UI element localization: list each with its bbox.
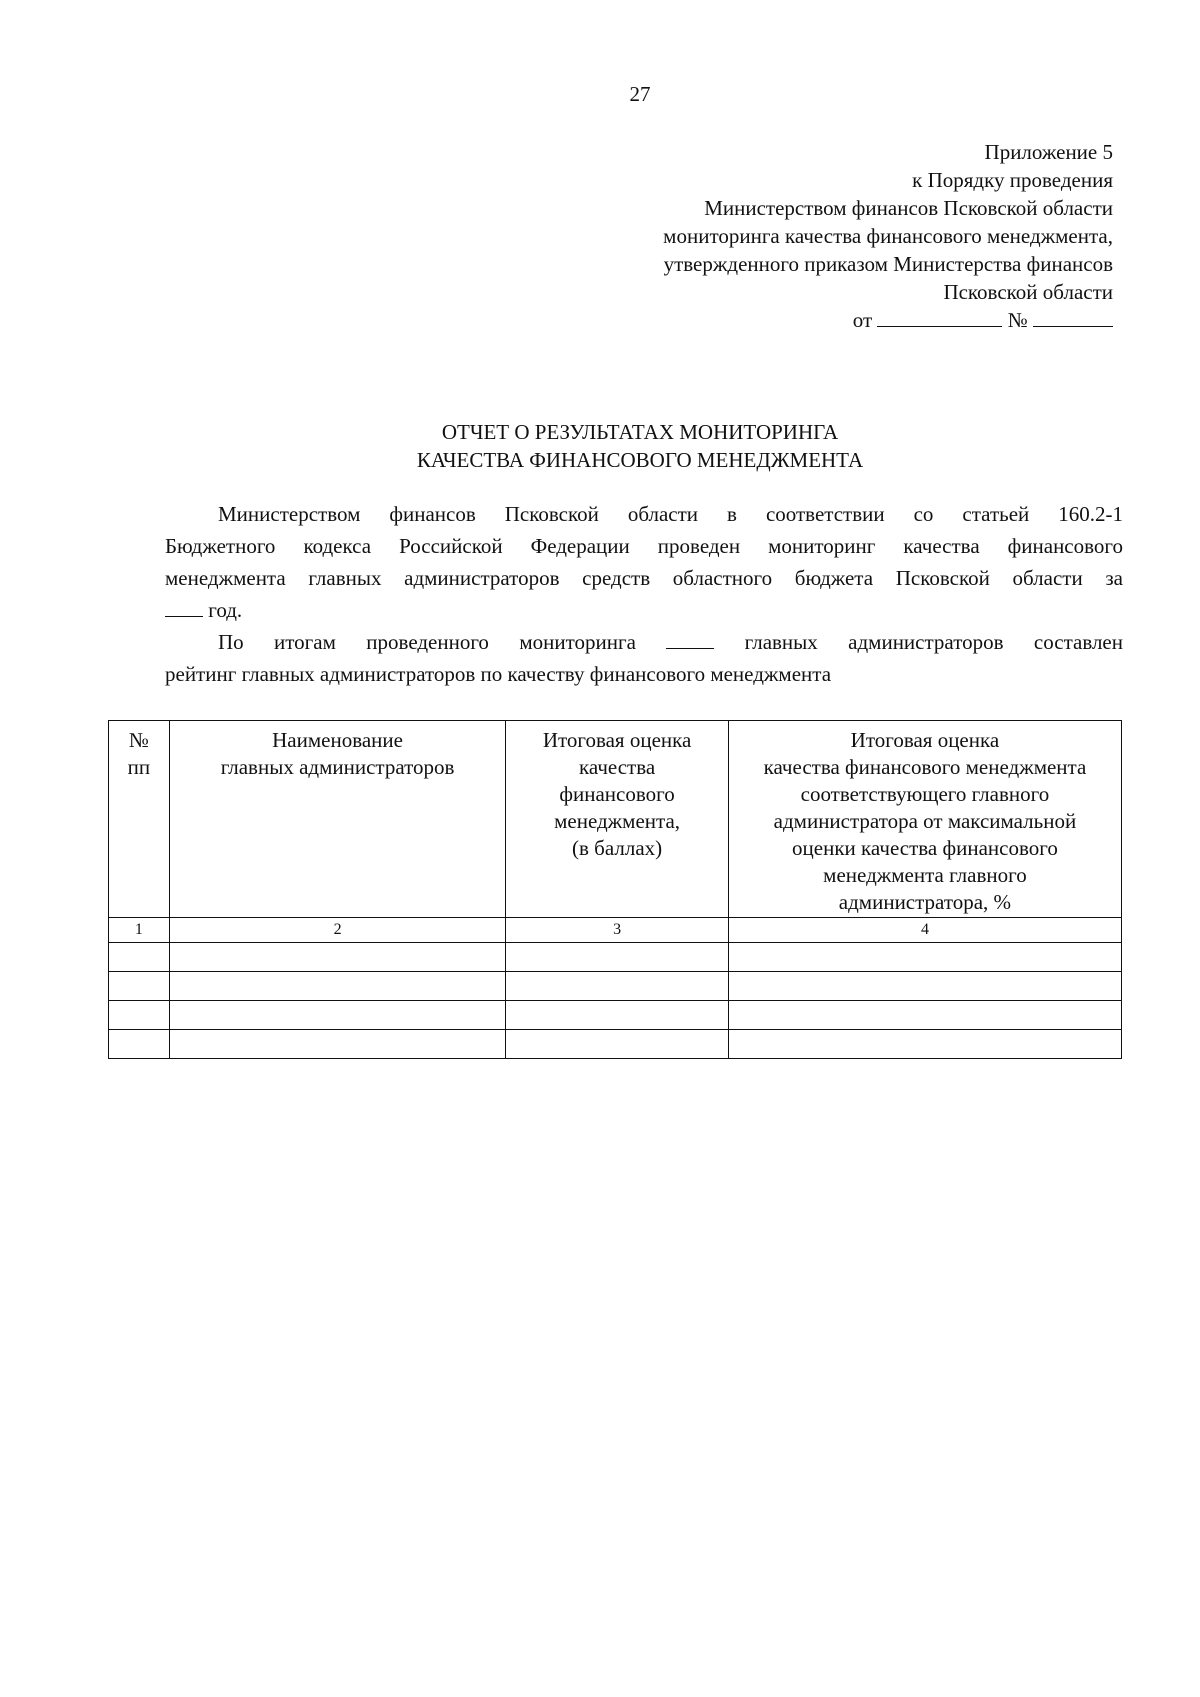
appendix-line-5: утвержденного приказом Министерства финансов bbox=[663, 252, 1113, 276]
table-cell bbox=[109, 972, 170, 1001]
table-cell bbox=[169, 1001, 505, 1030]
table-cell bbox=[728, 1001, 1121, 1030]
table-cell bbox=[728, 972, 1121, 1001]
p1-line-4 bbox=[165, 594, 1123, 626]
p1-line-1: Министерством финансов Псковской области в соответствии со статьей 160.2-1 bbox=[218, 502, 1123, 526]
header-percent-line: администратора от максимальной bbox=[773, 809, 1077, 833]
table-cell bbox=[506, 1001, 729, 1030]
table-cell bbox=[506, 1030, 729, 1059]
table-cell bbox=[506, 972, 729, 1001]
header-total-score bbox=[506, 721, 729, 918]
column-number-cell: 3 bbox=[506, 918, 729, 943]
table-row bbox=[109, 1001, 1122, 1030]
header-percent-line: оценки качества финансового bbox=[792, 836, 1058, 860]
p2-line-1-a: По итогам проведенного мониторинга bbox=[218, 630, 636, 654]
table-row bbox=[109, 1030, 1122, 1059]
count-blank bbox=[666, 630, 714, 649]
header-percent-line: Итоговая оценка bbox=[850, 728, 1000, 752]
table-cell bbox=[169, 1030, 505, 1059]
header-name-line: Наименование bbox=[272, 728, 403, 752]
table-cell bbox=[109, 1001, 170, 1030]
p2-line-2: рейтинг главных администраторов по качеству финансового менеджмента bbox=[165, 662, 832, 686]
header-score-line: качества bbox=[578, 755, 656, 779]
paragraph-2 bbox=[165, 626, 1123, 690]
column-number-cell: 1 bbox=[109, 918, 170, 943]
table-cell bbox=[169, 972, 505, 1001]
p1-line-3: менеджмента главных администраторов средств областного бюджета Псковской области за bbox=[165, 566, 1123, 590]
header-score-line: менеджмента, bbox=[554, 809, 681, 833]
date-blank bbox=[877, 306, 1002, 327]
appendix-line-4: мониторинга качества финансового менеджмента, bbox=[663, 224, 1113, 248]
title-line-1: ОТЧЕТ О РЕЗУЛЬТАТАХ МОНИТОРИНГА bbox=[441, 420, 839, 444]
from-label: от bbox=[852, 308, 873, 332]
header-percent-line: соответствующего главного bbox=[800, 782, 1050, 806]
header-score-line: (в баллах) bbox=[572, 836, 663, 860]
p1-line-2: Бюджетного кодекса Российской Федерации проведен мониторинг качества финансового bbox=[165, 534, 1123, 558]
p1-line-4-text: год. bbox=[208, 598, 243, 622]
table-cell bbox=[109, 1030, 170, 1059]
header-score-line: Итоговая оценка bbox=[542, 728, 692, 752]
column-number-row bbox=[109, 918, 1122, 943]
p2-line-1-b: главных администраторов составлен bbox=[744, 630, 1123, 654]
p2-line-1 bbox=[165, 626, 1123, 658]
title-line-2: КАЧЕСТВА ФИНАНСОВОГО МЕНЕДЖМЕНТА bbox=[416, 448, 864, 472]
year-blank bbox=[165, 598, 203, 617]
table-cell bbox=[109, 943, 170, 972]
header-percent-line: менеджмента главного bbox=[823, 863, 1027, 887]
table-header-row bbox=[109, 721, 1122, 918]
appendix-block bbox=[493, 138, 1113, 334]
header-score-line: финансового bbox=[559, 782, 675, 806]
number-blank bbox=[1033, 306, 1113, 327]
number-label: № bbox=[1007, 308, 1028, 332]
appendix-date-number-line bbox=[493, 306, 1113, 334]
appendix-line-6: Псковской области bbox=[943, 280, 1113, 304]
header-percent-line: администратора, % bbox=[838, 890, 1012, 914]
appendix-line-1: Приложение 5 bbox=[984, 140, 1113, 164]
header-name-line: главных администраторов bbox=[220, 755, 455, 779]
report-title bbox=[0, 418, 1200, 474]
page-number: 27 bbox=[629, 82, 651, 106]
table-row bbox=[109, 972, 1122, 1001]
paragraph-1 bbox=[165, 498, 1123, 626]
column-number-cell: 2 bbox=[169, 918, 505, 943]
table-cell bbox=[506, 943, 729, 972]
header-number-line: № bbox=[128, 728, 149, 752]
column-number-cell: 4 bbox=[728, 918, 1121, 943]
rating-table bbox=[108, 720, 1122, 1059]
table-row bbox=[109, 943, 1122, 972]
appendix-line-2: к Порядку проведения bbox=[912, 168, 1113, 192]
header-number bbox=[109, 721, 170, 918]
appendix-line-3: Министерством финансов Псковской области bbox=[704, 196, 1113, 220]
table-cell bbox=[728, 1030, 1121, 1059]
header-number-line: пп bbox=[127, 755, 151, 779]
table-cell bbox=[169, 943, 505, 972]
header-administrator-name bbox=[169, 721, 505, 918]
header-percent-line: качества финансового менеджмента bbox=[763, 755, 1087, 779]
header-score-percent bbox=[728, 721, 1121, 918]
table-cell bbox=[728, 943, 1121, 972]
